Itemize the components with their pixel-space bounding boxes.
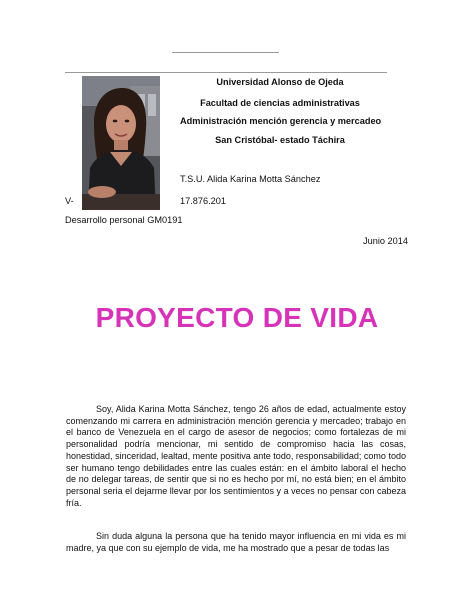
faculty-name: Facultad de ciencias administrativas xyxy=(200,98,360,108)
paragraph-1: Soy, Alida Karina Motta Sánchez, tengo 26 años de edad, actualmente estoy comenzando mi carrera en administración mención gerencia y mercadeo; trabajo en el banco de Venezuela en el cargo de asesor de negocios; como fortalezas de mi personalidad podría mencionar, mi sentido de compromiso hacia las cosas, honestidad, sinceridad, lealtad, mente positiva ante todo, responsabilidad; como todo ser humano tengo debilidades entre las cuales están: en el ámbito laboral el hecho de no delegar tareas, de sentir que si no es hecho por mí, no está bien; en el ámbito personal seria el dejarme llevar por los sentimientos y a veces no pensar con cabeza fría. xyxy=(66,404,406,508)
document-title: PROYECTO DE VIDA xyxy=(95,302,379,333)
document-date: Junio 2014 xyxy=(363,236,408,246)
author-photo xyxy=(82,76,160,210)
location: San Cristóbal- estado Táchira xyxy=(215,135,345,145)
course-name: Desarrollo personal GM0191 xyxy=(65,215,183,225)
header-short-rule xyxy=(172,52,279,53)
author-name: T.S.U. Alida Karina Motta Sánchez xyxy=(180,174,321,184)
university-name: Universidad Alonso de Ojeda xyxy=(216,77,344,87)
id-prefix: V- xyxy=(65,196,74,206)
paragraph-2: Sin duda alguna la persona que ha tenido mayor influencia en mi vida es mi madre, ya que con su ejemplo de vida, me ha mostrado que a pesar de todas las xyxy=(66,531,406,553)
id-number: 17.876.201 xyxy=(180,196,226,206)
program-name: Administración mención gerencia y mercadeo xyxy=(180,116,382,126)
header-rule xyxy=(65,72,387,73)
